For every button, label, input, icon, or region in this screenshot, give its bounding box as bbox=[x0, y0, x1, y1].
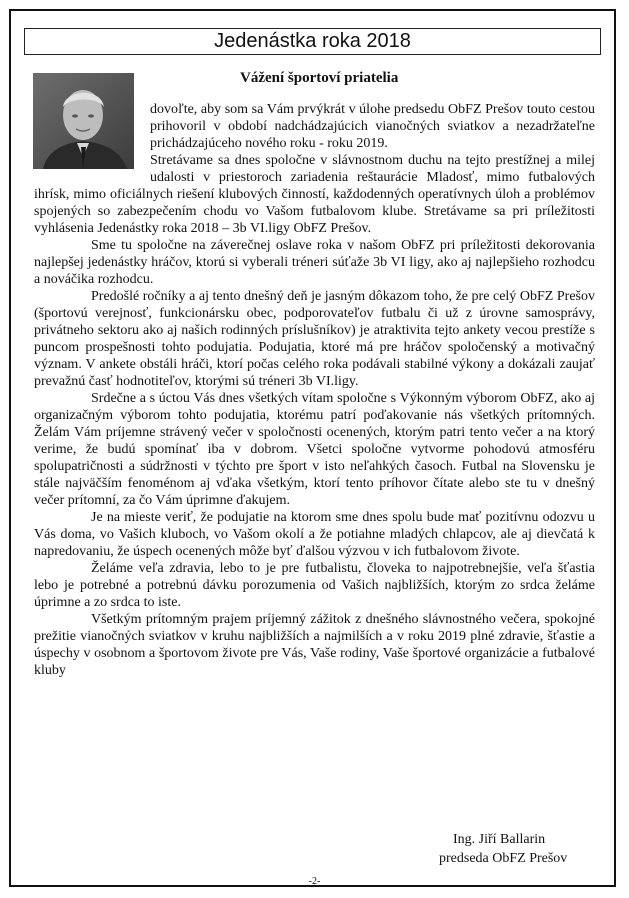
paragraph: Všetkým prítomným prajem príjemný zážitok z dnešného slávnostného večera, spokojné prežitie vianočných sviatkov v kruhu najbližších a najmilších a v roku 2019 plné zdravie, šťastie a úspechy v osobnom a športovom živote pre Vás, Vaše rodiny, Vaše športové organizácie a futbalové kluby bbox=[34, 612, 595, 678]
paragraph: Srdečne a s úctou Vás dnes všetkých vítam spoločne s Výkonným výborom ObFZ, ako aj organizačným výborom tohto podujatia, ktorému patrí poďakovanie nás všetkých prítomných. Želám Vám príjemne strávený večer v spoločnosti ocenených, ktorým patri tento večer a na ktorý verime, že budú spomínať iba v dobrom. Všetci spoločne vytvorme pohodovú atmosféru spolupatričnosti a súdržnosti v týchto pre šport v isto neľahkých časoch. Futbal na Slovensku je stále najväčším fenoménom aj vďaka všetkým, ktorí tento príhovor čítate alebo ste tu v dnešný večer prítomní, za čo Vám úprimne ďakujem. bbox=[34, 391, 595, 508]
paragraph: Sme tu spoločne na záverečnej oslave roka v našom ObFZ pri príležitosti dekorovania najlepšej jedenástky hráčov, ktorú si vyberali tréneri súťaže 3b VI ligy, ako aj najlepšieho rozhodcu a nováčika rozhodcu. bbox=[34, 238, 595, 287]
paragraph: dovoľte, aby som sa Vám prvýkrát v úlohe predsedu ObFZ Prešov touto cestou prihovoril v období nadchádzajúcich vianočných sviatkov a nezadržateľne prichádzajúceho nového roku - roku 2019. bbox=[150, 102, 595, 151]
letter-body bbox=[34, 101, 595, 679]
page-number: -2- bbox=[308, 876, 321, 887]
signature-block bbox=[439, 830, 567, 868]
paragraph: Je na mieste veriť, že podujatie na ktorom sme dnes spolu bude mať pozitívnu odozvu u Vás doma, vo Vašich kluboch, vo Vašom okolí a že potiahne mladých chlapcov, ale aj dievčatá k napredovaniu, že úspech ocenených môže byť ďalšou výzvou v ich futbalovom živote. bbox=[34, 510, 595, 559]
paragraph: Predošlé ročníky a aj tento dnešný deň je jasným dôkazom toho, že pre celý ObFZ Prešov (športovú verejnosť, funkcionársku obec, podporovateľov futbalu či už z úrovne samosprávy, privátneho sektoru ako aj našich rodinných príslušníkov) je atraktivita tejto ankety vecou prestíže s puncom prospešnosti tohto podujatia. Podujatia, ktoré má pre hráčov spoločenský a motivačný význam. V ankete obstáli hráči, ktorí počas celého roka podávali stabilné výkony a dokázali zaujať prevažnú časť hodnotiteľov, ktorými sú tréneri 3b VI.ligy. bbox=[34, 289, 595, 389]
paragraph: Želáme veľa zdravia, lebo to je pre futbalistu, človeka to najpotrebnejšie, veľa šťastia lebo je potrebné a potrebnú dávku porozumenia od Vašich najbližších, ktorým zo srdca želáme úprimne a zo srdca to iste. bbox=[34, 561, 595, 610]
page-title: Jedenástka roka 2018 bbox=[214, 30, 411, 52]
signature-title: predseda ObFZ Prešov bbox=[439, 851, 568, 866]
signature-name: Ing. Jiří Ballarin bbox=[453, 832, 546, 847]
photo-wrap-spacer bbox=[34, 101, 150, 180]
paragraph: Stretávame sa dnes spoločne v slávnostnom duchu na tejto prestížnej a milej udalosti v priestoroch zariadenia reštaurácie Mladosť, mimo futbalových ihrísk, mimo oficiálnych riešení klubových činností, každodenných operatívnych úloh a problémov spojených so zabezpečením chodu vo Vašom futbalovom klube. Stretávame sa pri príležitosti vyhlásenia Jedenástky roka 2018 – 3b VI.ligy ObFZ Prešov. bbox=[34, 153, 595, 236]
page-header-box bbox=[24, 28, 601, 55]
letter-salutation: Vážení športoví priatelia bbox=[240, 70, 399, 86]
